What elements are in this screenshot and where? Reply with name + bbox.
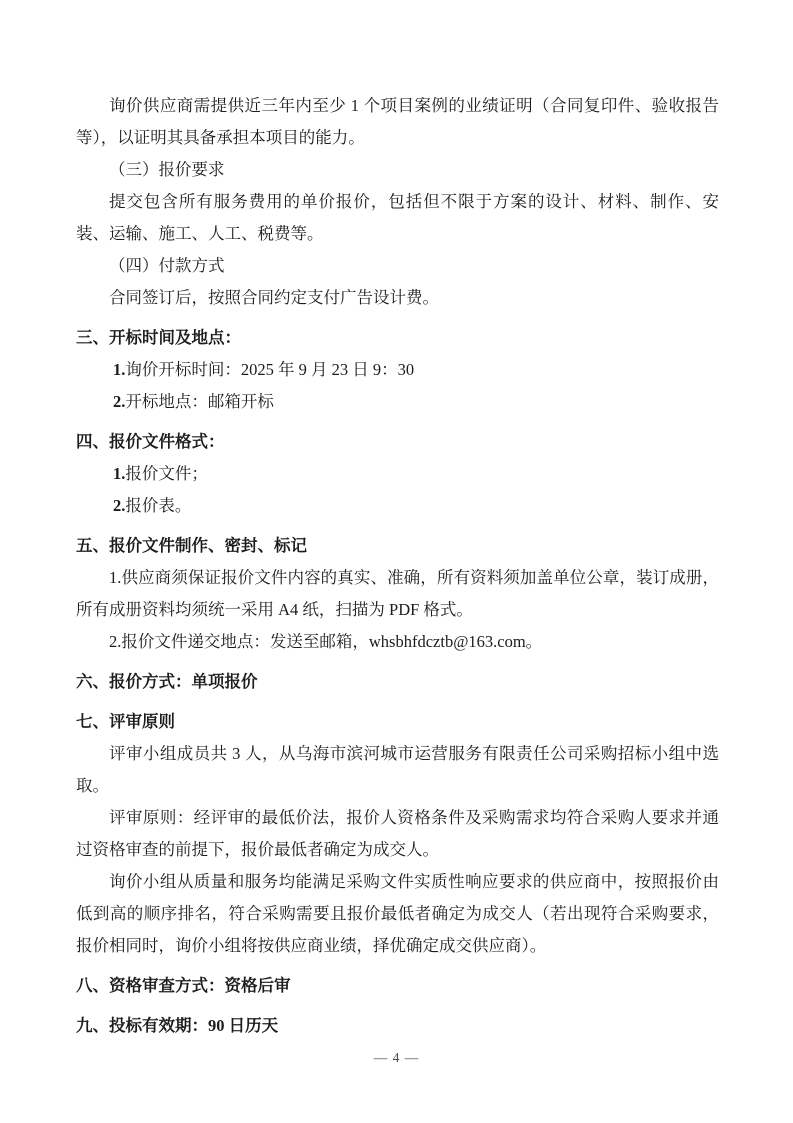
- list-item-opening-place: [76, 386, 719, 418]
- heading-review-principles: 七、评审原则: [76, 712, 175, 731]
- item-text: 询价开标时间：2025 年 9 月 23 日 9：30: [125, 360, 415, 379]
- list-item-quote-table: [76, 490, 719, 522]
- list-item-quote-file: [76, 458, 719, 490]
- item-text: 开标地点：邮箱开标: [125, 392, 274, 411]
- heading-file-sealing: 五、报价文件制作、密封、标记: [76, 536, 307, 555]
- heading-qualification-review: 八、资格审查方式：资格后审: [76, 976, 291, 995]
- paragraph-lowest-price-method: 评审原则：经评审的最低价法，报价人资格条件及采购需求均符合采购人要求并通过资格审查的前提下，报价最低者确定为成交人。: [76, 808, 719, 859]
- heading-quote-file-format: 四、报价文件格式：: [76, 432, 225, 451]
- list-item-opening-time: [76, 354, 719, 386]
- item-number: 2.: [113, 392, 126, 411]
- paragraph-ranking-rule: 询价小组从质量和服务均能满足采购文件实质性响应要求的供应商中，按照报价由低到高的顺序排名，符合采购需要且报价最低者确定为成交人（若出现符合采购要求，报价相同时，询价小组将按供应商业绩，择优确定成交供应商）。: [76, 872, 719, 955]
- item-number: 1.: [113, 464, 126, 483]
- item-text: 报价文件；: [125, 464, 208, 483]
- paragraph-performance-proof: 询价供应商需提供近三年内至少 1 个项目案例的业绩证明（合同复印件、验收报告等），以证明其具备承担本项目的能力。: [76, 96, 719, 147]
- paragraph-payment-terms: 合同签订后，按照合同约定支付广告设计费。: [109, 288, 439, 307]
- email-address: whsbhfdcztb@163.com: [368, 632, 526, 651]
- submission-text: 2.报价文件递交地点：发送至邮箱，: [109, 632, 369, 651]
- subheading-quote-requirements: （三）报价要求: [109, 160, 225, 179]
- paragraph-quote-scope: 提交包含所有服务费用的单价报价，包括但不限于方案的设计、材料、制作、安装、运输、施工、人工、税费等。: [76, 192, 719, 243]
- paragraph-submission-address: [76, 626, 719, 658]
- item-number: 2.: [113, 496, 126, 515]
- item-text: 报价表。: [125, 496, 192, 515]
- item-number: 1.: [113, 360, 126, 379]
- paragraph-binding-requirements: 1.供应商须保证报价文件内容的真实、准确，所有资料须加盖单位公章，装订成册，所有成册资料均须统一采用 A4 纸，扫描为 PDF 格式。: [76, 568, 719, 619]
- heading-quote-method: 六、报价方式：单项报价: [76, 672, 258, 691]
- subheading-payment-method: （四）付款方式: [109, 256, 225, 275]
- heading-bid-opening: 三、开标时间及地点：: [76, 328, 241, 347]
- paragraph-review-panel: 评审小组成员共 3 人，从乌海市滨河城市运营服务有限责任公司采购招标小组中选取。: [76, 744, 719, 795]
- submission-text-end: 。: [525, 632, 543, 651]
- page-number: — 4 —: [373, 1050, 420, 1065]
- heading-bid-validity: 九、投标有效期：90 日历天: [76, 1016, 279, 1035]
